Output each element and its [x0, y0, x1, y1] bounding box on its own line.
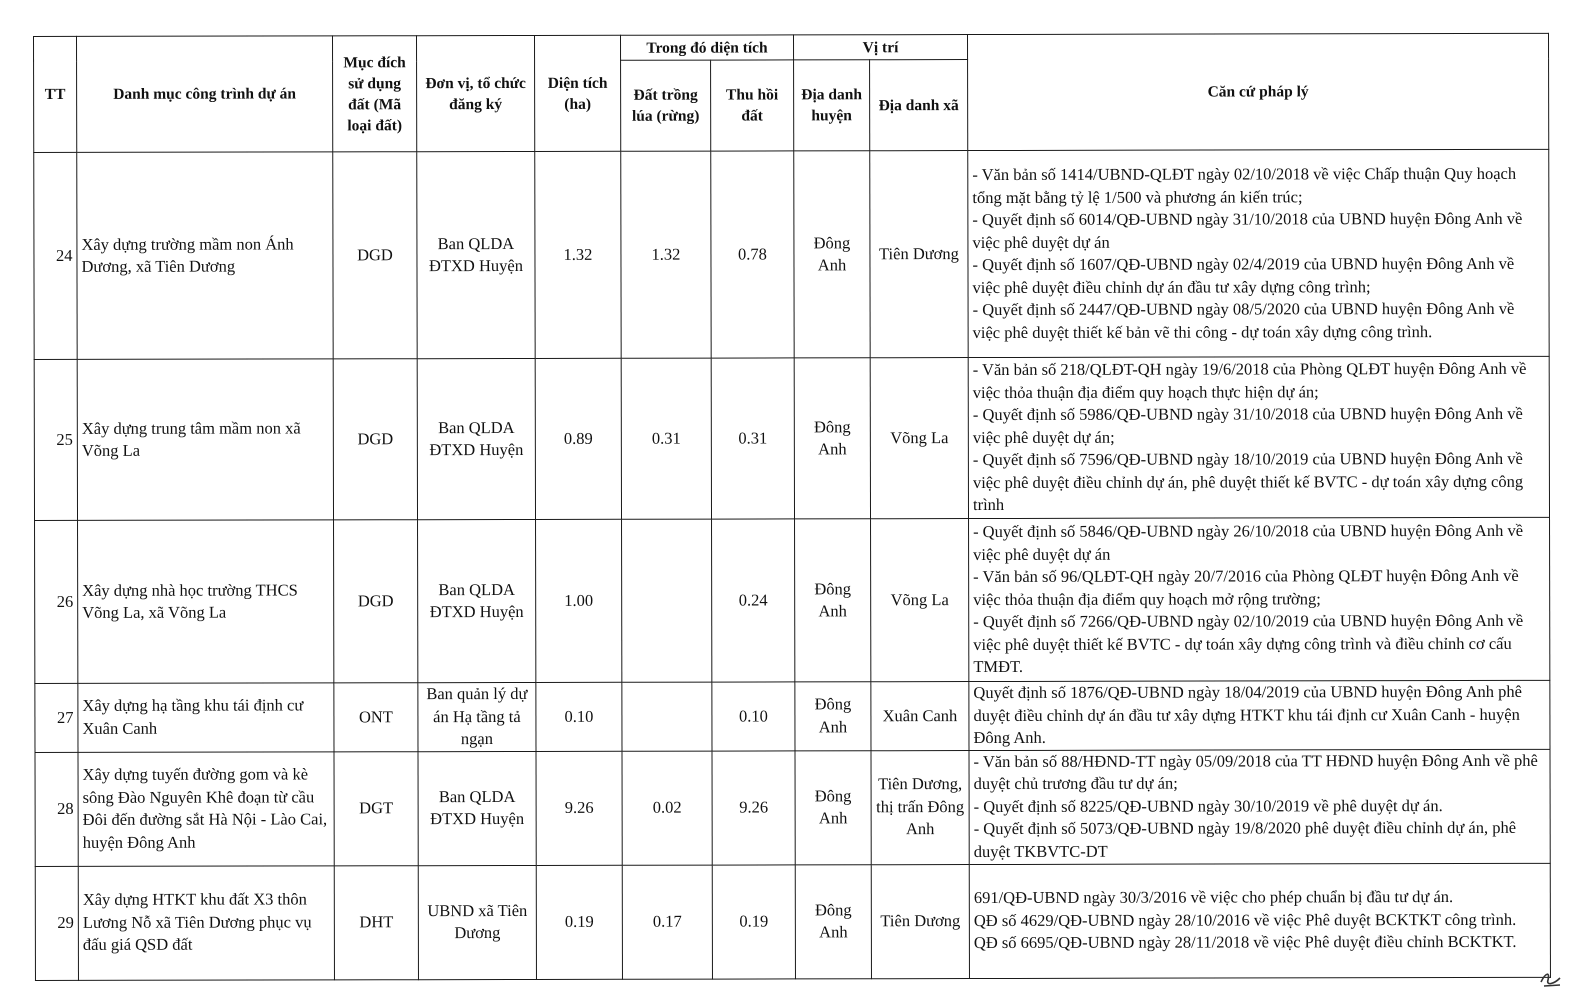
legal-line: - Văn bản số 88/HĐND-TT ngày 05/09/2018 của TT HĐND huyện Đông Anh về phê duyệt chủ trương đầu tư dự án; — [973, 750, 1538, 794]
row-project-name: Xây dựng trung tâm mầm non xã Võng La — [77, 359, 333, 521]
row-rice: 0.02 — [622, 751, 712, 865]
legal-line: - Quyết định số 8225/QĐ-UBND ngày 30/10/2019 về phê duyệt dự án. — [973, 795, 1443, 816]
row-unit: Ban quản lý dự án Hạ tầng tả ngạn — [418, 682, 536, 751]
legal-line: - Quyết định số 7596/QĐ-UBND ngày 18/10/2019 của UBND huyện Đông Anh về việc phê duyệt điều chỉnh dự án, phê duyệt thiết kế BVTC - dự toán xây dựng công trình — [972, 449, 1524, 515]
header-danh-muc: Danh mục công trình dự án — [77, 36, 333, 153]
row-district: Đông Anh — [795, 750, 871, 864]
row-tt: 27 — [35, 683, 78, 752]
legal-line: - Quyết định số 5846/QĐ-UBND ngày 26/10/2018 của UBND huyện Đông Anh về việc phê duyệt dự án — [973, 521, 1524, 564]
legal-line: - Văn bản số 218/QLĐT-QH ngày 19/6/2018 của Phòng QLĐT huyện Đông Anh về việc thỏa thuận địa điểm quy hoạch thực hiện dự án; — [972, 359, 1527, 402]
row-project-name: Xây dựng HTKT khu đất X3 thôn Lương Nỗ xã Tiên Dương phục vụ đấu giá QSD đất — [78, 865, 334, 980]
row-commune: Tiên Dương, thị trấn Đông Anh — [871, 750, 969, 864]
row-unit: Ban QLDA ĐTXD Huyện — [418, 751, 536, 865]
header-don-vi: Đơn vị, tổ chức đăng ký — [417, 35, 535, 151]
row-unit: Ban QLDA ĐTXD Huyện — [418, 519, 536, 682]
row-district: Đông Anh — [794, 358, 870, 519]
header-trong-do: Trong đó diện tích — [620, 35, 793, 60]
header-can-cu: Căn cứ pháp lý — [968, 33, 1549, 150]
row-area: 1.32 — [535, 151, 621, 358]
row-commune: Võng La — [870, 358, 968, 519]
row-project-name: Xây dựng tuyến đường gom và kè sông Đào Nguyên Khê đoạn từ cầu Đôi đến đường sắt Hà Nội - Lào Cai, huyện Đông Anh — [78, 751, 334, 866]
row-area: 1.00 — [536, 519, 622, 682]
row-purpose: DGD — [333, 152, 417, 359]
initials-mark — [1538, 968, 1564, 990]
row-legal-basis — [969, 749, 1550, 864]
legal-line: QĐ số 6695/QĐ-UBND ngày 28/11/2018 về việc Phê duyệt điều chỉnh BCKTKT. — [973, 932, 1517, 953]
row-purpose: ONT — [334, 683, 418, 752]
land-use-table — [33, 33, 1551, 981]
table-row — [35, 680, 1550, 752]
row-district: Đông Anh — [795, 519, 871, 682]
row-recovered: 0.24 — [712, 519, 795, 682]
row-project-name: Xây dựng trường mầm non Ánh Dương, xã Tiên Dương — [77, 152, 333, 360]
row-recovered: 0.31 — [711, 358, 794, 519]
row-legal-basis — [969, 680, 1550, 750]
row-area: 0.89 — [535, 358, 621, 519]
header-tt: TT — [34, 36, 77, 152]
row-project-name: Xây dựng hạ tầng khu tái định cư Xuân Canh — [78, 683, 334, 752]
legal-line: - Văn bản số 1414/UBND-QLĐT ngày 02/10/2018 về việc Chấp thuận Quy hoạch tổng mặt bằng tỷ lệ 1/500 và phương án kiến trúc; — [972, 163, 1517, 207]
row-project-name: Xây dựng nhà học trường THCS Võng La, xã Võng La — [78, 520, 334, 684]
table-row — [34, 356, 1549, 520]
row-commune: Tiên Dương — [871, 864, 969, 978]
row-unit: Ban QLDA ĐTXD Huyện — [417, 151, 535, 358]
row-tt: 29 — [35, 866, 78, 980]
row-commune: Võng La — [871, 519, 969, 682]
table-row — [35, 863, 1550, 980]
row-purpose: DGD — [334, 520, 418, 683]
header-dia-danh-huyen: Địa danh huyện — [794, 60, 870, 151]
row-purpose: DHT — [334, 865, 418, 979]
legal-line: - Quyết định số 5986/QĐ-UBND ngày 31/10/2018 của UBND huyện Đông Anh về việc phê duyệt dự án; — [972, 404, 1523, 447]
row-tt: 28 — [35, 752, 78, 866]
legal-line: 691/QĐ-UBND ngày 30/3/2016 về việc cho phép chuẩn bị đầu tư dự án. — [973, 887, 1454, 908]
row-commune: Xuân Canh — [871, 682, 969, 751]
header-muc-dich: Mục đích sử dụng đất (Mã loại đất) — [333, 36, 417, 152]
header-vi-tri: Vị trí — [793, 35, 967, 60]
row-district: Đông Anh — [794, 151, 870, 358]
row-tt: 24 — [34, 152, 77, 359]
table-row — [34, 149, 1549, 359]
row-rice: 0.31 — [621, 358, 711, 519]
row-purpose: DGD — [333, 359, 417, 520]
row-rice — [622, 519, 712, 682]
row-legal-basis — [968, 356, 1549, 518]
row-unit: Ban QLDA ĐTXD Huyện — [417, 358, 535, 519]
header-dat-trong-lua: Đất trồng lúa (rừng) — [621, 60, 711, 151]
row-purpose: DGT — [334, 751, 418, 865]
legal-line: QĐ số 4629/QĐ-UBND ngày 28/10/2016 về việc Phê duyệt BCKTKT công trình. — [973, 909, 1517, 930]
row-rice: 0.17 — [622, 865, 712, 979]
row-recovered: 0.78 — [711, 151, 794, 358]
row-tt: 26 — [35, 520, 78, 683]
table-row — [35, 749, 1550, 866]
legal-line: Quyết định số 1876/QĐ-UBND ngày 18/04/2019 của UBND huyện Đông Anh phê duyệt điều chỉnh dự án đầu tư xây dựng HTKT khu tái định cư Xuân Canh - huyện Đông Anh. — [973, 681, 1522, 748]
legal-line: - Quyết định số 2447/QĐ-UBND ngày 08/5/2020 của UBND huyện Đông Anh về việc phê duyệt thiết kế bản vẽ thi công - dự toán xây dựng công trình. — [972, 298, 1515, 342]
row-commune: Tiên Dương — [870, 151, 968, 358]
row-district: Đông Anh — [795, 864, 871, 978]
row-district: Đông Anh — [795, 682, 871, 751]
row-recovered: 9.26 — [712, 750, 795, 864]
row-unit: UBND xã Tiên Dương — [418, 865, 536, 979]
header-thu-hoi: Thu hồi đất — [711, 60, 794, 151]
row-rice — [622, 682, 712, 751]
legal-line: - Quyết định số 7266/QĐ-UBND ngày 02/10/2019 của UBND huyện Đông Anh về việc phê duyệt thiết kế BVTC - dự toán xây dựng công trình và điều chỉnh cơ cấu TMĐT. — [973, 611, 1524, 677]
legal-line: - Văn bản số 96/QLĐT-QH ngày 20/7/2016 của Phòng QLĐT huyện Đông Anh về việc thỏa thuận địa điểm quy hoạch mở rộng trường; — [973, 566, 1519, 609]
row-area: 9.26 — [536, 751, 622, 865]
row-recovered: 0.19 — [712, 864, 795, 978]
row-area: 0.19 — [536, 865, 622, 979]
legal-line: - Quyết định số 5073/QĐ-UBND ngày 19/8/2020 phê duyệt điều chỉnh dự án, phê duyệt TKBVTC-DT — [973, 818, 1517, 861]
row-legal-basis — [968, 149, 1549, 357]
row-area: 0.10 — [536, 682, 622, 751]
row-rice: 1.32 — [621, 151, 711, 358]
row-legal-basis — [969, 863, 1550, 978]
table-row — [35, 517, 1550, 683]
row-legal-basis — [969, 517, 1550, 681]
header-dien-tich: Diện tích (ha) — [534, 35, 620, 151]
header-dia-danh-xa: Địa danh xã — [870, 60, 968, 151]
legal-line: - Quyết định số 6014/QĐ-UBND ngày 31/10/2018 của UBND huyện Đông Anh về việc phê duyệt dự án — [972, 208, 1523, 252]
row-recovered: 0.10 — [712, 682, 795, 751]
row-tt: 25 — [34, 359, 77, 520]
legal-line: - Quyết định số 1607/QĐ-UBND ngày 02/4/2019 của UBND huyện Đông Anh về việc phê duyệt điều chỉnh dự án đầu tư xây dựng công trình; — [972, 253, 1515, 297]
